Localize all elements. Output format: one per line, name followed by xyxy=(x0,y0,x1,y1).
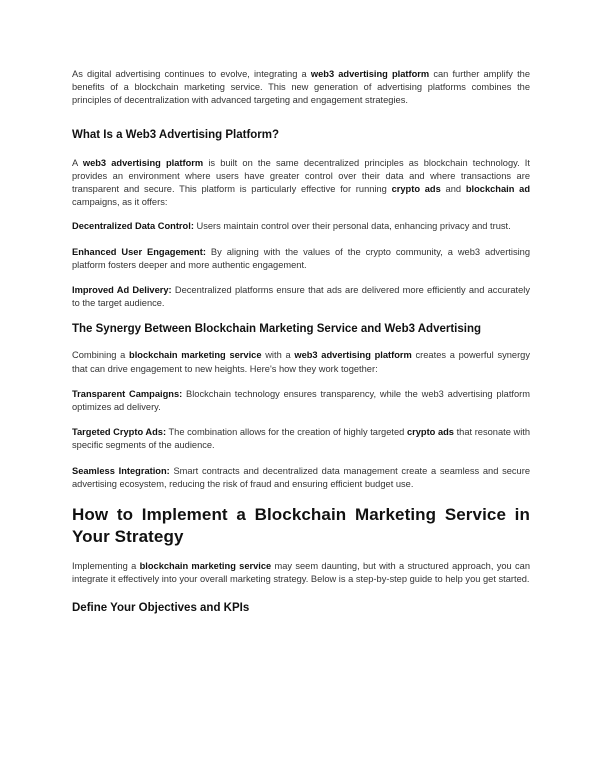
bold-text-run: blockchain marketing service xyxy=(129,350,262,361)
web3-definition-paragraph xyxy=(72,157,530,210)
text-run: may seem daunting, but with a structured approach, you can integrate it effectively into your overall marketing strategy. Below is a step-by-step guide to help you get started. xyxy=(72,561,530,585)
text-run: with a xyxy=(261,350,295,361)
text-run: Decentralized platforms ensure that ads are delivered more efficiently and accurately to the target audience. xyxy=(72,285,530,309)
text-run: Combining a xyxy=(72,350,130,361)
improved-ad-delivery-item xyxy=(72,284,530,310)
bold-text-run: blockchain marketing service xyxy=(139,561,272,572)
bold-text-run: Seamless Integration: xyxy=(72,465,170,476)
heading-how-to-implement: How to Implement a Blockchain Marketing Service in Your Strategy xyxy=(72,505,530,547)
bold-text-run: crypto ads xyxy=(406,427,454,438)
bold-text-run: web3 advertising platform xyxy=(82,157,204,168)
intro-paragraph xyxy=(72,68,530,108)
bold-text-run: Targeted Crypto Ads: xyxy=(72,427,167,438)
text-run: The combination allows for the creation of highly targeted xyxy=(166,427,407,438)
text-run: and xyxy=(440,184,466,195)
text-run: Blockchain technology ensures transparency, while the web3 advertising platform optimizes ad delivery. xyxy=(72,388,530,413)
bold-text-run: Decentralized Data Control: xyxy=(72,221,194,232)
text-run: creates a powerful synergy that can drive engagement to new heights. Here's how they work together: xyxy=(72,350,530,374)
implement-paragraph xyxy=(72,560,530,586)
decentralized-data-control-item xyxy=(72,220,530,233)
targeted-crypto-ads-item xyxy=(72,426,530,452)
text-run: A xyxy=(72,157,83,168)
text-run: Users maintain control over their personal data, enhancing privacy and trust. xyxy=(193,221,511,232)
heading-synergy: The Synergy Between Blockchain Marketing Service and Web3 Advertising xyxy=(72,323,482,336)
transparent-campaigns-item xyxy=(72,388,530,414)
text-run: As digital advertising continues to evolve, integrating a xyxy=(72,69,311,79)
bold-text-run: Transparent Campaigns: xyxy=(72,388,183,399)
text-run: is built on the same decentralized principles as blockchain technology. It provides an environment where users have greater control over their data and where transactions are transparent and secure. This platform is particularly effective for running xyxy=(72,157,530,195)
bold-text-run: web3 advertising platform xyxy=(294,350,412,361)
text-run: campaigns, as it offers: xyxy=(72,197,168,208)
text-run: Smart contracts and decentralized data management create a seamless and secure advertising ecosystem, reducing the risk of fraud and ensuring efficient budget use. xyxy=(72,465,530,489)
text-run: can further amplify the benefits of a blockchain marketing service. This new generation of advertising platforms combines the principles of decentralization with advanced targeting and engagement strategies. xyxy=(72,69,530,106)
heading-define-objectives: Define Your Objectives and KPIs xyxy=(72,602,250,615)
bold-text-run: Improved Ad Delivery: xyxy=(72,285,172,296)
text-run: Implementing a xyxy=(72,561,140,572)
seamless-integration-item xyxy=(72,465,530,491)
bold-text-run: web3 advertising platform xyxy=(310,69,430,79)
document-body xyxy=(72,68,530,614)
bold-text-run: blockchain ad xyxy=(465,184,531,195)
bold-text-run: Enhanced User Engagement: xyxy=(72,246,206,257)
bold-text-run: crypto ads xyxy=(391,184,441,195)
text-run: that resonate with specific segments of the audience. xyxy=(72,427,531,451)
synergy-paragraph xyxy=(72,349,530,375)
heading-what-is-web3: What Is a Web3 Advertising Platform? xyxy=(72,128,280,141)
text-run: By aligning with the values of the crypto community, a web3 advertising platform fosters deeper and more authentic engagement. xyxy=(72,246,530,270)
enhanced-user-engagement-item xyxy=(72,246,530,272)
